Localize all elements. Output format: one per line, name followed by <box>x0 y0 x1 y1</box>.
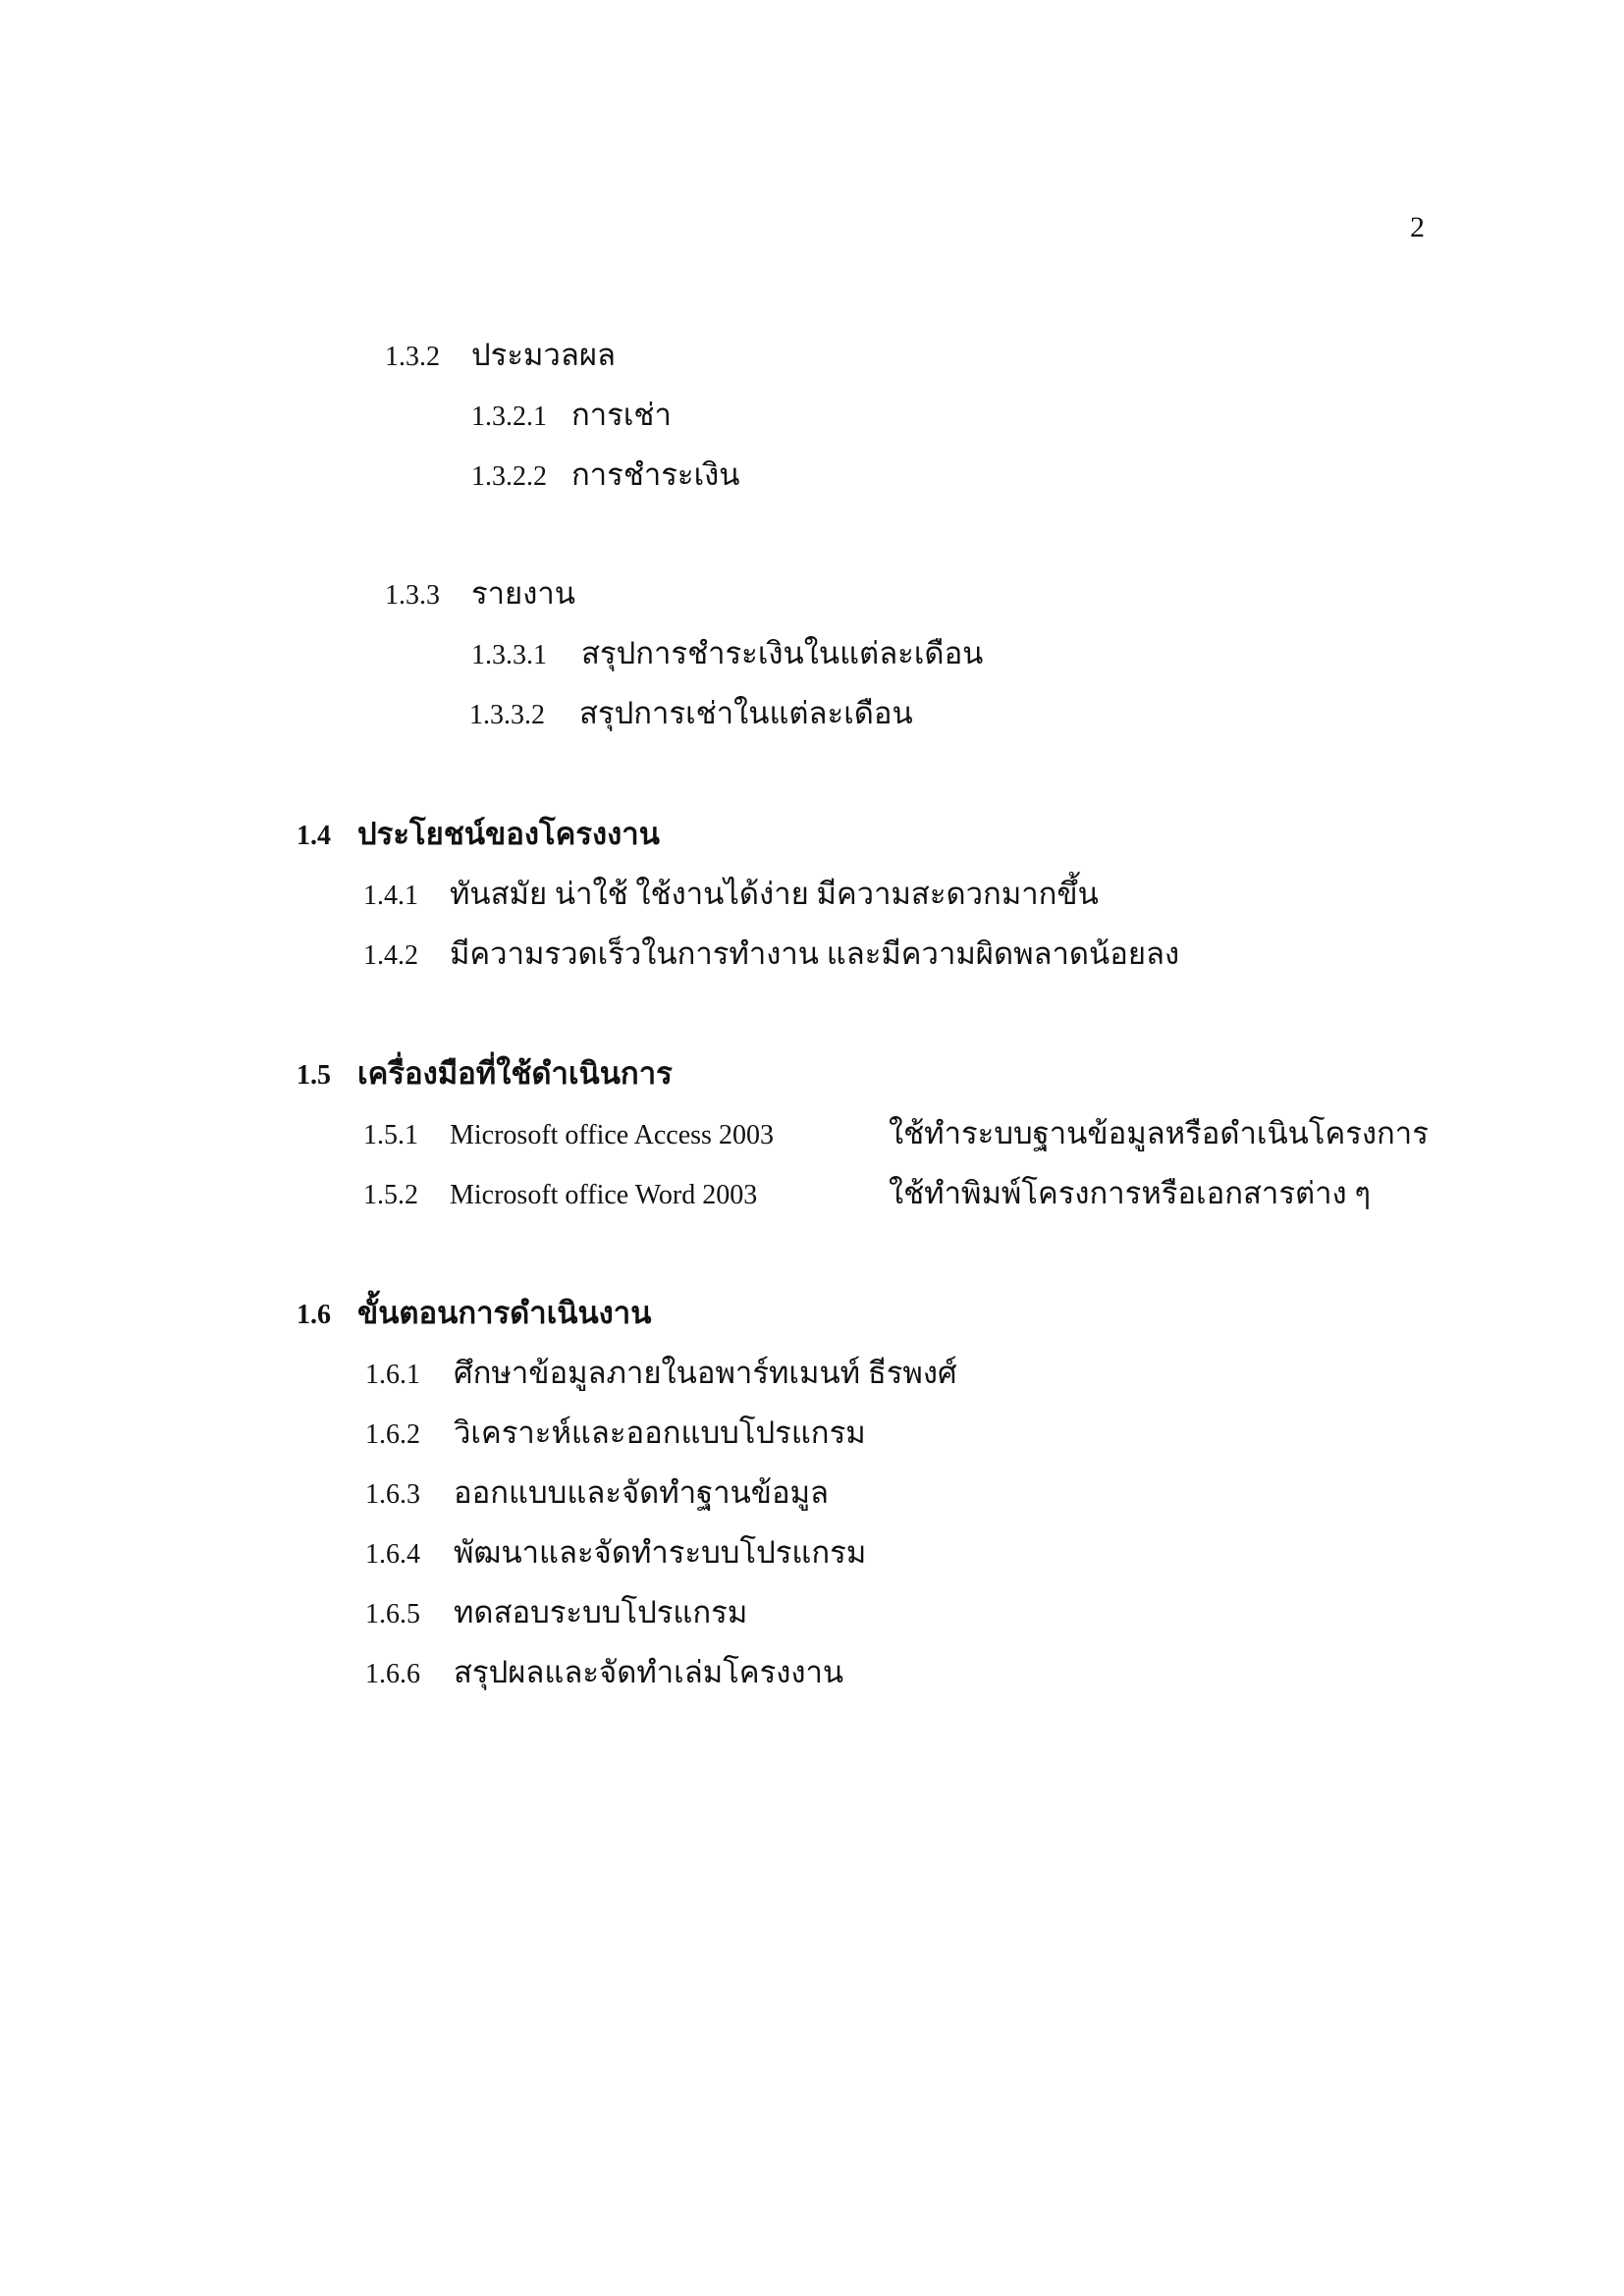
item-text: สรุปผลและจัดทำเล่มโครงงาน <box>454 1655 844 1689</box>
item-text: ทันสมัย น่าใช้ ใช้งานได้ง่าย มีความสะดวกมากขึ้น <box>450 877 1099 911</box>
item-number: 1.3.3.2 <box>469 700 545 730</box>
tool-name: Microsoft office Access 2003 <box>450 1120 774 1150</box>
section-title: เครื่องมือที่ใช้ดำเนินการ <box>357 1056 673 1091</box>
tool-row <box>363 1114 774 1155</box>
list-item <box>365 1414 866 1455</box>
item-text: พัฒนาและจัดทำระบบโปรแกรม <box>454 1535 867 1570</box>
item-text: การชำระเงิน <box>571 457 740 492</box>
item-number: 1.5.2 <box>363 1180 418 1210</box>
list-item <box>363 875 1099 916</box>
item-text: สรุปการชำระเงินในแต่ละเดือน <box>581 636 984 670</box>
section-title: รายงาน <box>471 576 575 611</box>
section-title: ประโยชน์ของโครงงาน <box>357 817 660 851</box>
list-item <box>471 455 740 497</box>
item-text: ทดสอบระบบโปรแกรม <box>454 1595 748 1629</box>
tool-name: Microsoft office Word 2003 <box>450 1180 758 1210</box>
item-number: 1.5.1 <box>363 1120 418 1150</box>
tool-description: ใช้ทำพิมพ์โครงการหรือเอกสารต่าง ๆ <box>889 1176 1372 1210</box>
section-title: ประมวลผล <box>471 338 616 372</box>
item-text: มีความรวดเร็วในการทำงาน และมีความผิดพลาดน้อยลง <box>450 936 1180 971</box>
list-item <box>471 634 983 675</box>
item-text: การเช่า <box>571 398 672 432</box>
list-item <box>365 1473 829 1515</box>
section-title: ขั้นตอนการดำเนินงาน <box>357 1296 652 1330</box>
tool-description: ใช้ทำระบบฐานข้อมูลหรือดำเนินโครงการ <box>889 1116 1429 1150</box>
list-item <box>365 1653 843 1694</box>
subsection-1-3-2 <box>385 336 616 377</box>
item-text: ศึกษาข้อมูลภายในอพาร์ทเมนท์ ธีรพงศ์ <box>454 1356 957 1390</box>
list-item <box>363 934 1179 976</box>
page-number: 2 <box>1410 211 1425 243</box>
item-number: 1.6.5 <box>365 1599 420 1629</box>
item-number: 1.4.1 <box>363 881 418 911</box>
subsection-1-3-3 <box>385 574 575 615</box>
item-number: 1.6.3 <box>365 1479 420 1510</box>
item-number: 1.3.2.2 <box>471 461 547 492</box>
item-number: 1.6.2 <box>365 1419 420 1450</box>
item-text: วิเคราะห์และออกแบบโปรแกรม <box>454 1415 866 1450</box>
section-heading-1-5 <box>297 1054 673 1095</box>
section-number: 1.3.2 <box>385 342 440 372</box>
section-number: 1.4 <box>297 821 331 851</box>
section-heading-1-6 <box>297 1294 651 1335</box>
item-number: 1.3.3.1 <box>471 640 547 670</box>
item-number: 1.6.4 <box>365 1539 420 1570</box>
item-number: 1.3.2.1 <box>471 401 547 432</box>
list-item <box>471 396 672 437</box>
item-number: 1.6.6 <box>365 1659 420 1689</box>
item-number: 1.6.1 <box>365 1360 420 1390</box>
list-item <box>365 1354 957 1395</box>
item-number: 1.4.2 <box>363 940 418 971</box>
item-text: สรุปการเช่าในแต่ละเดือน <box>579 696 913 730</box>
section-number: 1.3.3 <box>385 580 440 611</box>
list-item <box>469 694 913 735</box>
section-number: 1.5 <box>297 1060 331 1091</box>
section-number: 1.6 <box>297 1300 331 1330</box>
list-item <box>365 1593 747 1634</box>
item-text: ออกแบบและจัดทำฐานข้อมูล <box>454 1475 830 1510</box>
section-heading-1-4 <box>297 815 660 856</box>
tool-row <box>363 1174 757 1215</box>
list-item <box>365 1533 866 1575</box>
